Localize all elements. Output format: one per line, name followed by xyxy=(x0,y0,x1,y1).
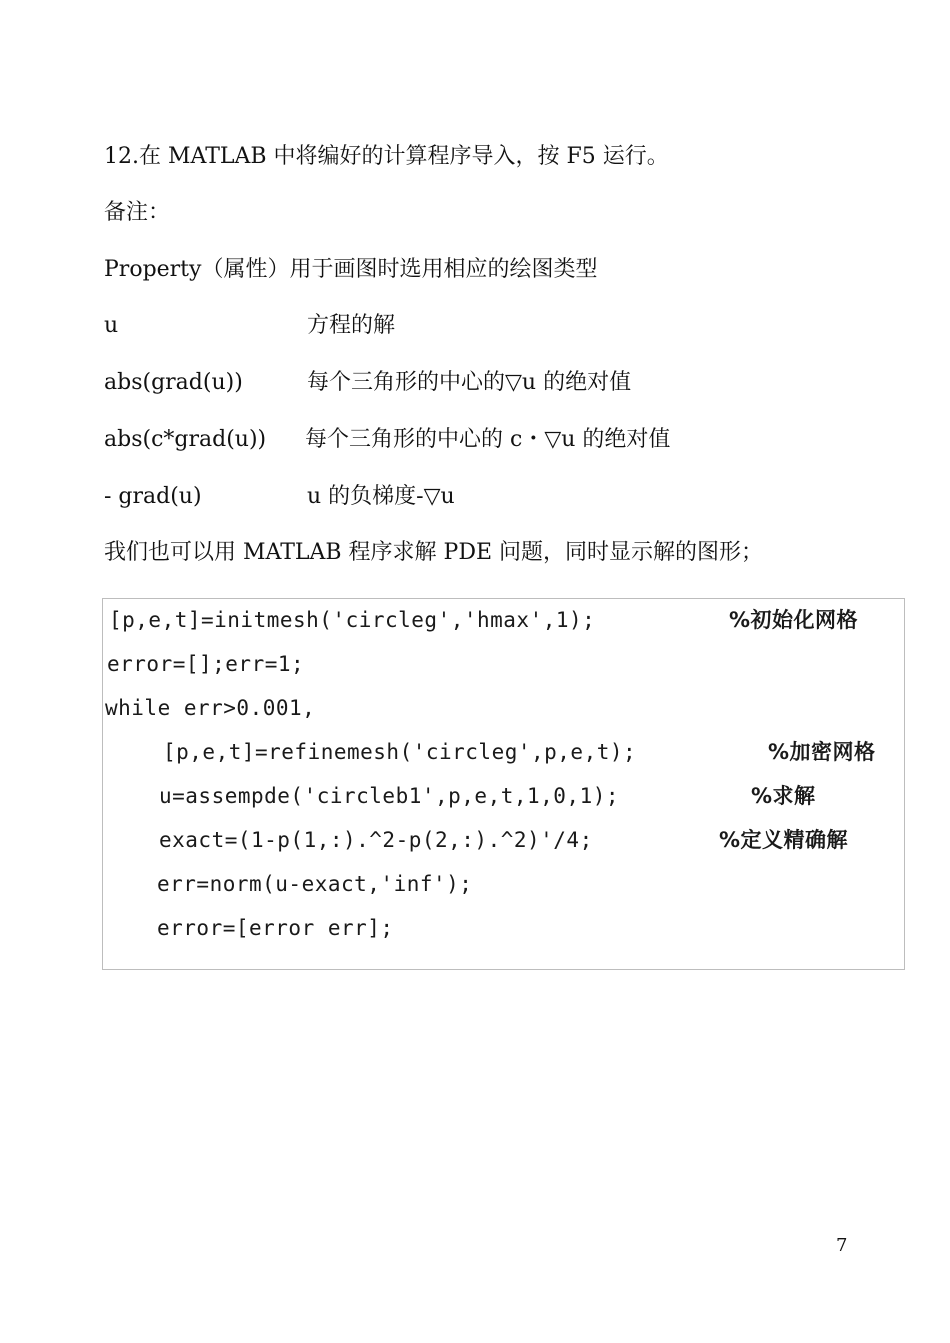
code-line xyxy=(159,782,816,810)
code-text: error=[];err=1; xyxy=(107,652,305,676)
code-line xyxy=(159,826,849,854)
code-text: [p,e,t]=refinemesh('circleg',p,e,t); xyxy=(163,740,637,764)
code-text: exact=(1-p(1,:).^2-p(2,:).^2)'/4; xyxy=(159,828,593,852)
code-line xyxy=(163,738,876,766)
code-comment: %加密网格 xyxy=(768,740,876,764)
property-description: u 的负梯度-▽u xyxy=(307,484,455,509)
paragraph-property: Property（属性）用于画图时选用相应的绘图类型 xyxy=(104,257,598,282)
code-text: while err>0.001, xyxy=(105,696,316,720)
code-listing xyxy=(102,598,905,970)
property-name: abs(grad(u)) xyxy=(104,370,243,395)
code-comment: %初始化网格 xyxy=(729,608,859,632)
code-line xyxy=(157,870,472,898)
code-text: [p,e,t]=initmesh('circleg','hmax',1); xyxy=(109,608,596,632)
code-line xyxy=(107,650,304,678)
code-text: err=norm(u-exact,'inf'); xyxy=(157,872,473,896)
property-description: 每个三角形的中心的▽u 的绝对值 xyxy=(307,370,632,395)
code-text: error=[error err]; xyxy=(157,916,394,940)
paragraph-note: 备注： xyxy=(104,200,171,225)
property-description: 每个三角形的中心的 c・▽u 的绝对值 xyxy=(305,427,671,452)
property-name: abs(c*grad(u)) xyxy=(104,427,267,452)
code-comment: %求解 xyxy=(751,784,816,808)
code-comment: %定义精确解 xyxy=(719,828,849,852)
paragraph-step-12: 12.在 MATLAB 中将编好的计算程序导入，按 F5 运行。 xyxy=(104,144,669,169)
property-description: 方程的解 xyxy=(307,313,396,338)
property-name: u xyxy=(104,313,119,338)
property-name: - grad(u) xyxy=(104,484,202,509)
code-line xyxy=(157,914,394,942)
code-line xyxy=(109,606,859,634)
code-text: u=assempde('circleb1',p,e,t,1,0,1); xyxy=(159,784,620,808)
page-number: 7 xyxy=(836,1235,848,1256)
code-line xyxy=(105,694,315,722)
paragraph-matlab-solve: 我们也可以用 MATLAB 程序求解 PDE 问题，同时显示解的图形； xyxy=(104,540,764,565)
